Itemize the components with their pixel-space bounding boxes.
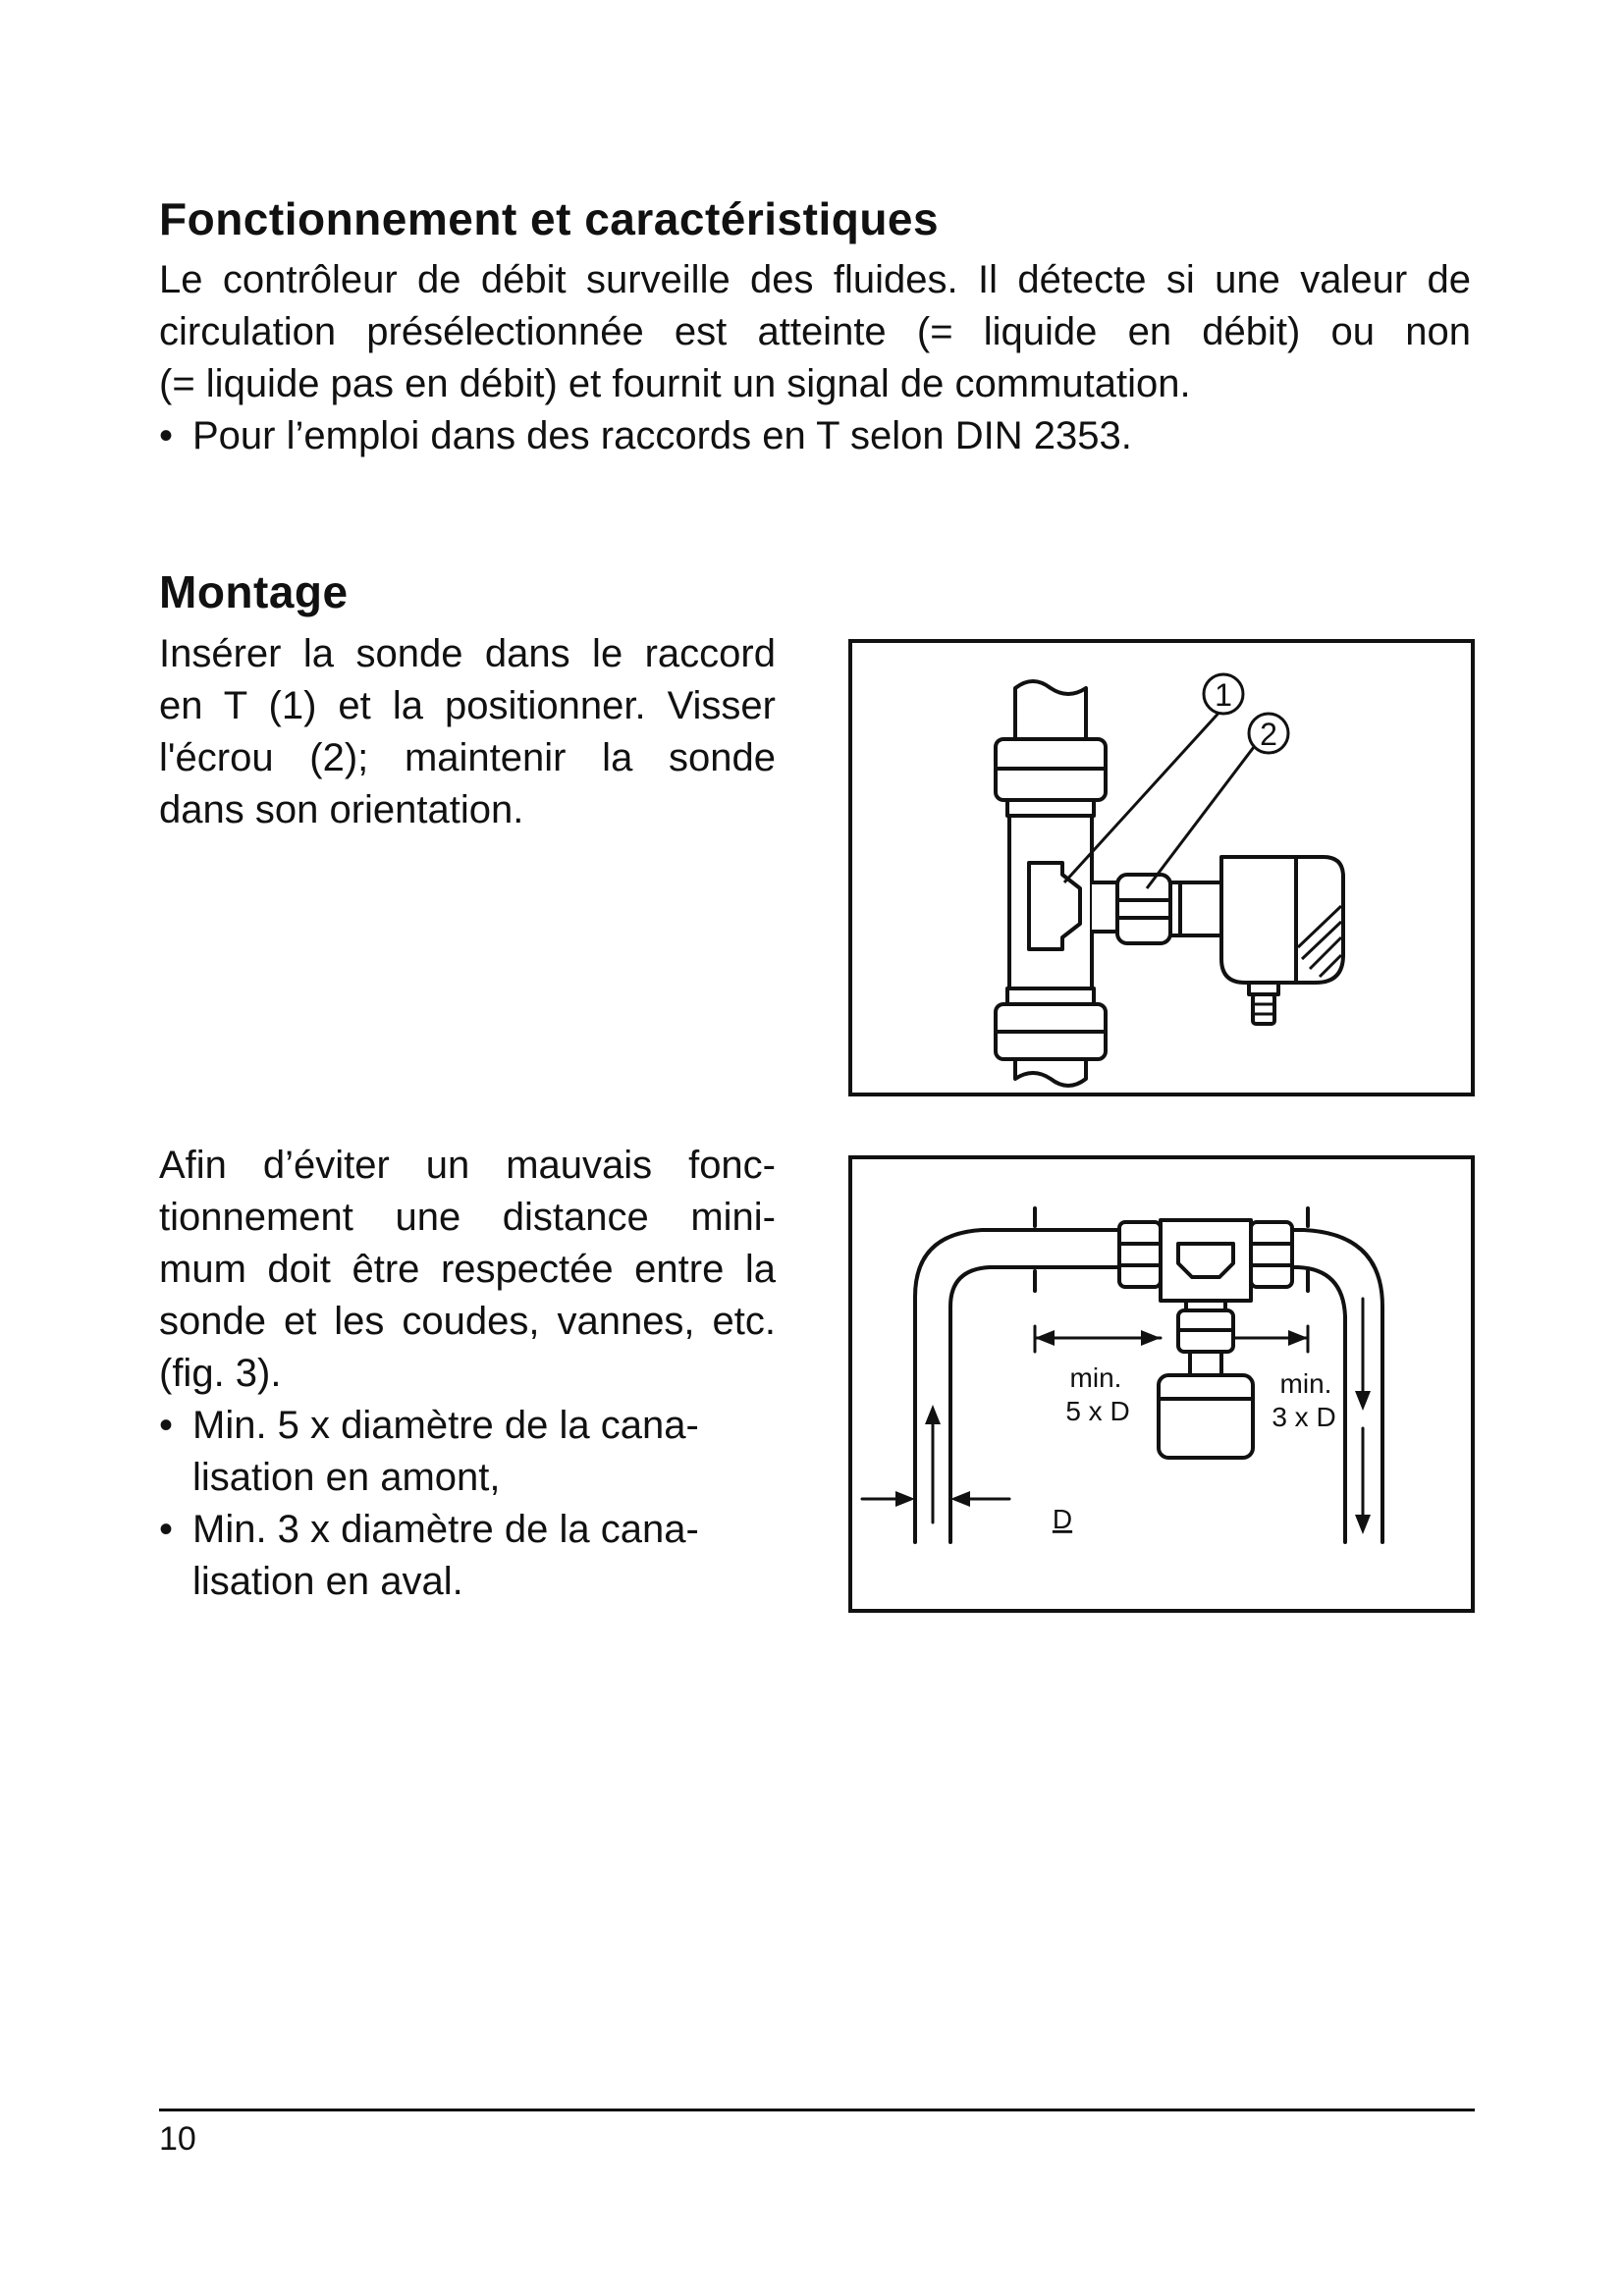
bullet-dot: • (159, 414, 174, 457)
label-5xd: 5 x D (1065, 1396, 1130, 1426)
section-title-fonctionnement: Fonctionnement et caractéristiques (159, 193, 940, 244)
din-bullet (159, 410, 1471, 462)
montage-paragraph-2 (159, 1140, 776, 1608)
label-3xd: 3 x D (1272, 1402, 1336, 1432)
montage-p1-line-3: l'écrou (2); maintenir la sonde (159, 736, 776, 779)
min-distance-illustration (852, 1159, 1471, 1609)
upstream-bullet-line-2: lisation en amont, (192, 1456, 501, 1499)
upper-pipe (1015, 681, 1086, 739)
bullet-dot: • (159, 1508, 174, 1551)
montage-p2-line-5: (fig. 3). (159, 1352, 282, 1395)
montage-p2-line-4: sonde et les coudes, vannes, etc. (159, 1300, 776, 1343)
left-nut (1119, 1222, 1161, 1287)
downstream-bullet-line-2: lisation en aval. (192, 1560, 463, 1603)
lower-pipe (1015, 1059, 1086, 1086)
din-bullet-text: Pour l’emploi dans des raccords en T selon DIN 2353. (192, 414, 1132, 457)
label-min-left: min. (1069, 1362, 1122, 1393)
montage-p2-line-2: tionnement une distance mini- (159, 1196, 776, 1239)
hex-nut (1117, 875, 1170, 943)
footer-rule (159, 2109, 1475, 2111)
figure-min-distance (848, 1155, 1475, 1613)
montage-paragraph-1 (159, 628, 776, 836)
intro-paragraph (159, 254, 1471, 462)
upstream-bullet (159, 1400, 776, 1504)
intro-line-3: (= liquide pas en débit) et fournit un signal de commutation. (159, 362, 1191, 405)
montage-p1-line-2: en T (1) et la positionner. Visser (159, 684, 776, 727)
upstream-bullet-line-1: Min. 5 x diamètre de la cana- (192, 1404, 699, 1447)
label-min-right: min. (1279, 1368, 1332, 1399)
sensor-neck (1170, 882, 1221, 935)
callout-2-label: 2 (1260, 717, 1277, 752)
bullet-dot: • (159, 1404, 174, 1447)
montage-p2-line-3: mum doit être respectée entre la (159, 1248, 776, 1291)
downstream-bullet (159, 1504, 776, 1608)
t-fitting-illustration (852, 643, 1471, 1093)
label-d: D (1052, 1504, 1073, 1534)
intro-line-2: circulation présélectionnée est atteinte (= liquide en débit) ou non (159, 310, 1471, 353)
section-title-montage: Montage (159, 566, 349, 617)
intro-line-1: Le contrôleur de débit surveille des fluides. Il détecte si une valeur de (159, 258, 1471, 301)
right-nut (1251, 1222, 1292, 1287)
montage-p1-line-1: Insérer la sonde dans le raccord (159, 632, 776, 675)
downstream-bullet-line-1: Min. 3 x diamètre de la cana- (192, 1508, 699, 1551)
page-number: 10 (159, 2120, 196, 2158)
montage-p1-line-4: dans son orientation. (159, 788, 524, 831)
probe-head (1159, 1375, 1253, 1458)
callout-1-label: 1 (1215, 677, 1232, 713)
montage-p2-line-1: Afin d’éviter un mauvais fonc- (159, 1144, 776, 1187)
figure-t-fitting (848, 639, 1475, 1096)
